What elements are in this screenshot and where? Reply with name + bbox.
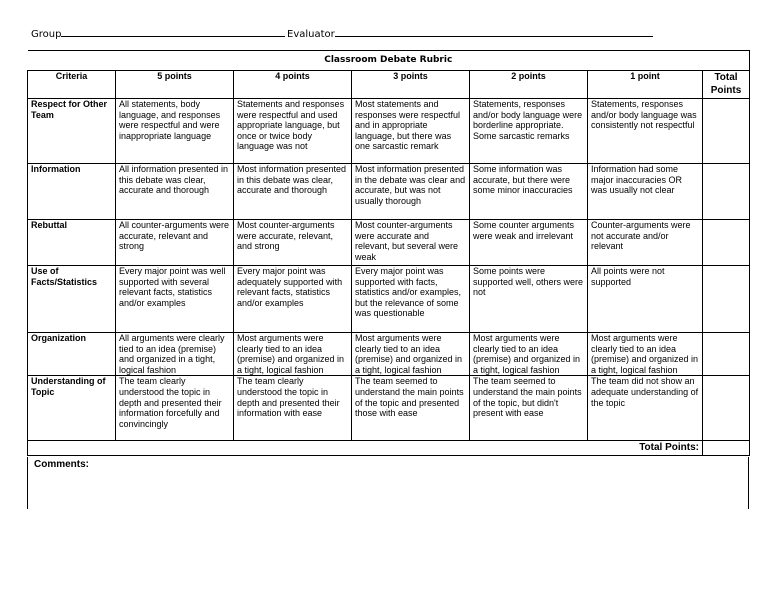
cell-3-points: The team seemed to understand the main points of the topic and presented those with ease	[352, 376, 470, 441]
evaluator-line[interactable]	[335, 27, 653, 37]
row-facts-statistics	[28, 266, 750, 333]
cell-2-points: Statements, responses and/or body language were borderline appropriate. Some sarcastic remarks	[470, 99, 588, 164]
criteria-label: Information	[28, 164, 116, 220]
col-header-1-point: 1 point	[588, 71, 703, 99]
cell-5-points: All statements, body language, and responses were respectful and were inappropriate language	[116, 99, 234, 164]
col-header-4-points: 4 points	[234, 71, 352, 99]
cell-5-points: The team clearly understood the topic in depth and presented their information forcefully and convincingly	[116, 376, 234, 441]
total-row	[28, 441, 750, 456]
row-organization	[28, 333, 750, 376]
cell-1-point: Information had some major inaccuracies OR was usually not clear	[588, 164, 703, 220]
total-points-cell[interactable]	[703, 99, 750, 164]
total-points-cell[interactable]	[703, 376, 750, 441]
total-points-cell[interactable]	[703, 164, 750, 220]
group-line[interactable]	[61, 27, 285, 37]
cell-1-point: All points were not supported	[588, 266, 703, 333]
row-respect	[28, 99, 750, 164]
cell-4-points: Most arguments were clearly tied to an idea (premise) and organized in a tight, logical fashion	[234, 333, 352, 376]
cell-2-points: Some points were supported well, others were not	[470, 266, 588, 333]
cell-5-points: Every major point was well supported with several relevant facts, statistics and/or examples	[116, 266, 234, 333]
cell-3-points: Most arguments were clearly tied to an idea (premise) and organized in a tight, logical fashion	[352, 333, 470, 376]
total-points-cell[interactable]	[703, 333, 750, 376]
cell-3-points: Most information presented in the debate was clear and accurate, but was not usually thorough	[352, 164, 470, 220]
cell-3-points: Every major point was supported with facts, statistics and/or examples, but the relevance of some was questionable	[352, 266, 470, 333]
cell-1-point: Counter-arguments were not accurate and/or relevant	[588, 220, 703, 266]
total-points-cell[interactable]	[703, 220, 750, 266]
cell-5-points: All information presented in this debate was clear, accurate and thorough	[116, 164, 234, 220]
row-rebuttal	[28, 220, 750, 266]
col-header-criteria: Criteria	[28, 71, 116, 99]
comments-box[interactable]	[27, 457, 749, 509]
group-label: Group	[31, 29, 62, 40]
cell-4-points: Statements and responses were respectful and used appropriate language, but once or twice body language was not	[234, 99, 352, 164]
cell-4-points: Most information presented in this debate was clear, accurate and thorough	[234, 164, 352, 220]
cell-2-points: Most arguments were clearly tied to an idea (premise) and organized in a tight, logical fashion	[470, 333, 588, 376]
col-header-2-points: 2 points	[470, 71, 588, 99]
criteria-label: Rebuttal	[28, 220, 116, 266]
cell-3-points: Most statements and responses were respectful and in appropriate language, but there was one sarcastic remark	[352, 99, 470, 164]
group-field[interactable]	[31, 27, 285, 40]
col-header-3-points: 3 points	[352, 71, 470, 99]
cell-2-points: Some counter arguments were weak and irrelevant	[470, 220, 588, 266]
cell-2-points: Some information was accurate, but there were some minor inaccuracies	[470, 164, 588, 220]
rubric-table	[27, 50, 750, 456]
cell-1-point: The team did not show an adequate understanding of the topic	[588, 376, 703, 441]
row-information	[28, 164, 750, 220]
col-header-5-points: 5 points	[116, 71, 234, 99]
header-row	[28, 71, 750, 99]
total-points-cell[interactable]	[703, 266, 750, 333]
comments-label: Comments:	[34, 459, 90, 470]
row-understanding	[28, 376, 750, 441]
criteria-label: Understanding of Topic	[28, 376, 116, 441]
total-points-label: Total Points:	[588, 441, 703, 456]
cell-1-point: Statements, responses and/or body language was consistently not respectful	[588, 99, 703, 164]
evaluator-label: Evaluator	[287, 29, 335, 40]
cell-4-points: The team clearly understood the topic in depth and presented their information with ease	[234, 376, 352, 441]
criteria-label: Use of Facts/Statistics	[28, 266, 116, 333]
evaluator-field[interactable]	[287, 27, 653, 40]
grand-total-cell[interactable]	[703, 441, 750, 456]
cell-5-points: All counter-arguments were accurate, relevant and strong	[116, 220, 234, 266]
rubric-title: Classroom Debate Rubric	[28, 51, 750, 71]
cell-4-points: Every major point was adequately supported with relevant facts, statistics and/or examples	[234, 266, 352, 333]
cell-4-points: Most counter-arguments were accurate, relevant, and strong	[234, 220, 352, 266]
criteria-label: Respect for Other Team	[28, 99, 116, 164]
criteria-label: Organization	[28, 333, 116, 376]
col-header-total-points: Total Points	[703, 71, 750, 99]
cell-2-points: The team seemed to understand the main points of the topic, but didn't present with ease	[470, 376, 588, 441]
cell-5-points: All arguments were clearly tied to an idea (premise) and organized in a tight, logical fashion	[116, 333, 234, 376]
cell-3-points: Most counter-arguments were accurate and relevant, but several were weak	[352, 220, 470, 266]
cell-1-point: Most arguments were clearly tied to an idea (premise) and organized in a tight, logical fashion	[588, 333, 703, 376]
